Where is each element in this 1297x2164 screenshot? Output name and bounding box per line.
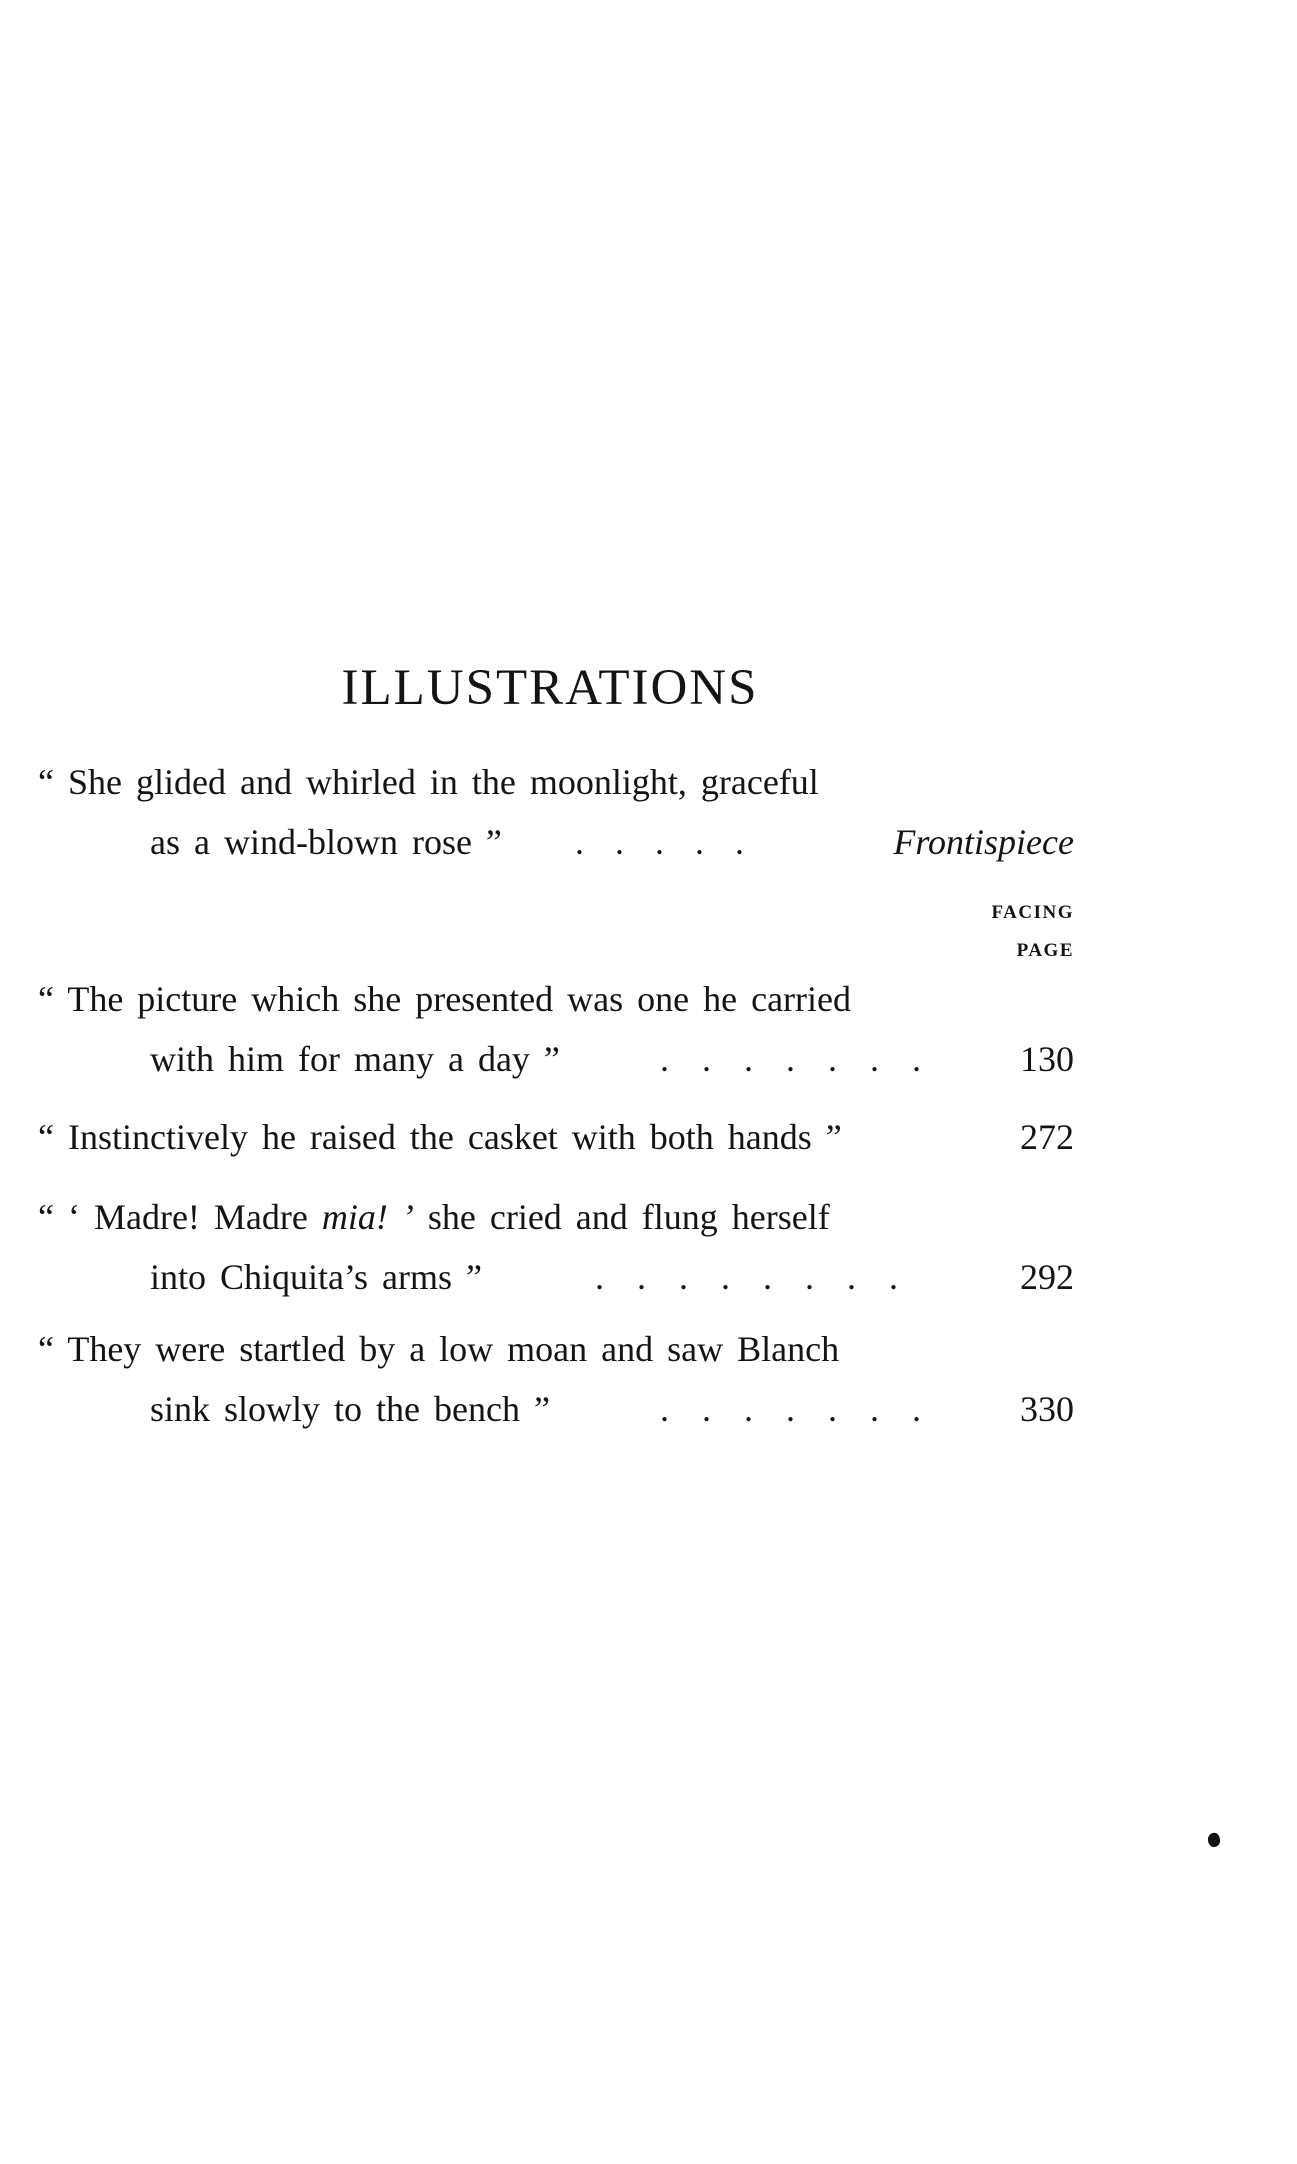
entry-4-caption-line1 xyxy=(38,1193,830,1241)
entry-3-page: 272 xyxy=(1020,1117,1074,1157)
facing-header-line1: FACING xyxy=(991,902,1074,923)
entry-4-caption-line1-italic: mia! ’ xyxy=(321,1197,414,1237)
entry-1-caption-line1: “ She glided and whirled in the moonlight, graceful xyxy=(38,762,819,802)
entry-5-page: 330 xyxy=(1020,1389,1074,1429)
entry-2-leaders: . . . . . . . xyxy=(660,1039,921,1079)
entry-2-page: 130 xyxy=(1020,1039,1074,1079)
entry-5-leaders: . . . . . . . xyxy=(660,1389,921,1429)
entry-3-caption-line1: “ Instinctively he raised the casket with both hands ” xyxy=(38,1117,842,1157)
entry-4-leaders: . . . . . . . . xyxy=(595,1257,898,1297)
facing-header-line2: PAGE xyxy=(1016,940,1074,961)
entry-5-caption-line1: “ They were startled by a low moan and saw Blanch xyxy=(38,1329,840,1369)
entry-1-caption-line2: as a wind-blown rose ” xyxy=(150,822,502,862)
entry-1-leaders: . . . . . xyxy=(575,822,744,862)
entry-1-page: Frontispiece xyxy=(893,822,1074,862)
entry-5-caption-line2: sink slowly to the bench ” xyxy=(150,1389,550,1429)
ink-speck xyxy=(1206,1832,1221,1849)
entry-4-caption-line1-start: “ ‘ Madre! Madre xyxy=(38,1197,322,1237)
entry-2-caption-line2: with him for many a day ” xyxy=(150,1039,560,1079)
page-title: ILLUSTRATIONS xyxy=(341,660,759,716)
entry-4-caption-line2: into Chiquita’s arms ” xyxy=(150,1257,482,1297)
entry-4-caption-line1-end: she cried and flung herself xyxy=(413,1197,830,1237)
entry-2-caption-line1: “ The picture which she presented was one he carried xyxy=(38,979,852,1019)
entry-4-page: 292 xyxy=(1020,1257,1074,1297)
